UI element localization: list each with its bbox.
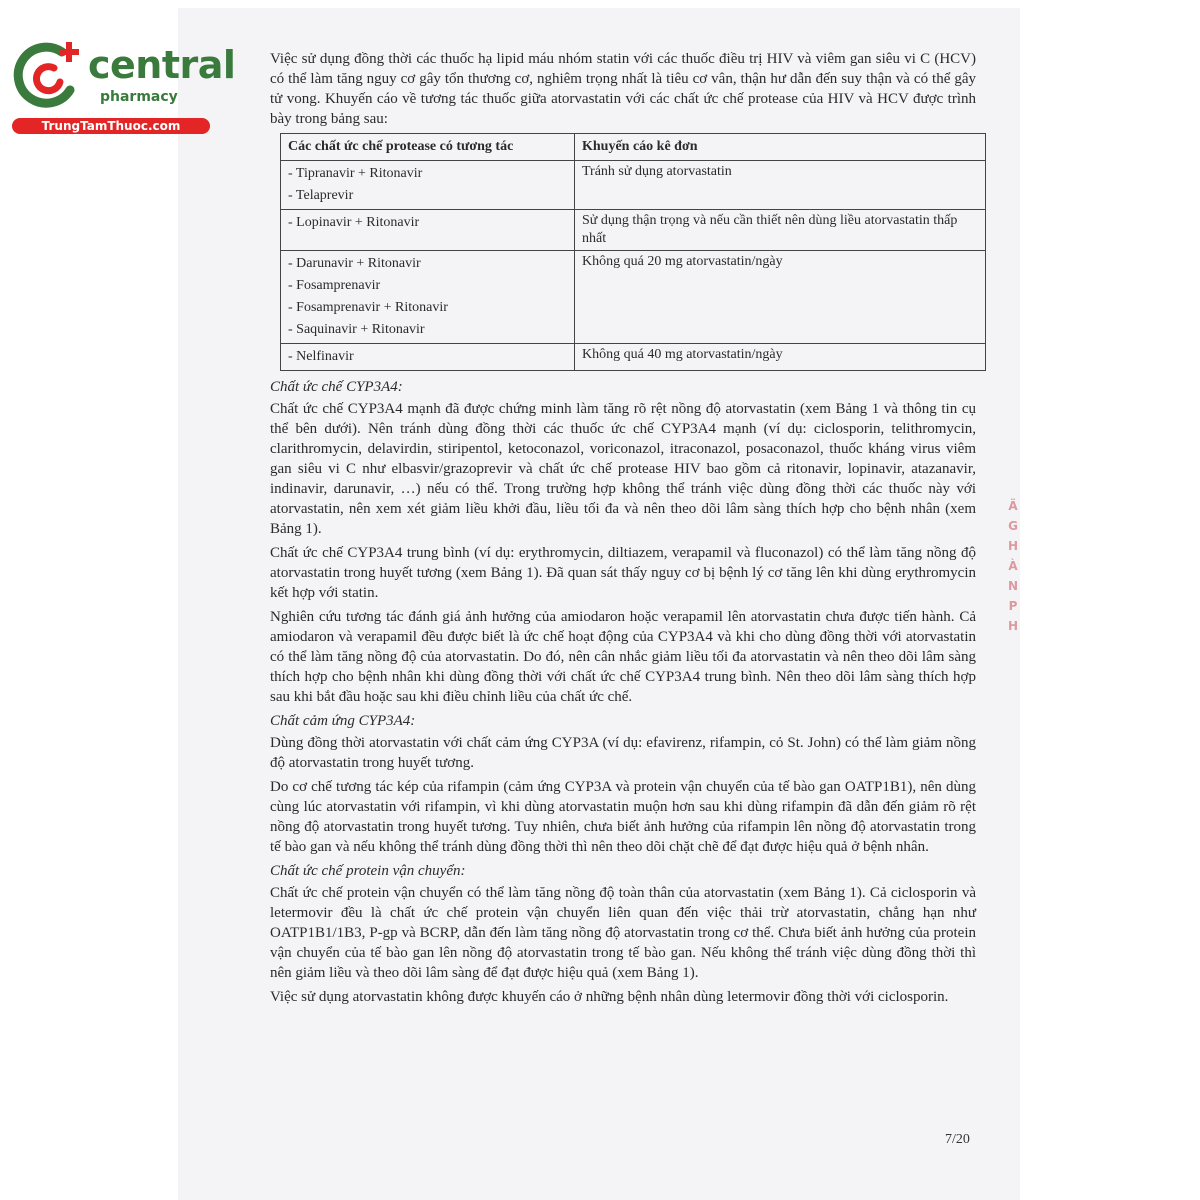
table-row	[281, 251, 986, 344]
drug-item: - Nelfinavir	[288, 349, 354, 364]
drug-item: - Darunavir + Ritonavir	[288, 256, 421, 271]
red-stamp-fragment	[1002, 496, 1024, 640]
stamp-text-line: N P	[1007, 579, 1019, 613]
table-cell-recommendation: Tránh sử dụng atorvastatin	[575, 161, 986, 210]
stamp-text-line: À	[1008, 559, 1018, 573]
section-heading-cyp3a4-inducers: Chất cảm ứng CYP3A4:	[270, 713, 416, 729]
body-paragraph: Chất ức chế CYP3A4 trung bình (ví dụ: erythromycin, diltiazem, verapamil và fluconazol) có thể làm tăng nồng độ atorvastatin trong huyết tương (xem Bảng 1). Đã quan sát thấy nguy cơ bị bệnh lý cơ tăng lên khi dùng erythromycin kết hợp với statin.	[270, 545, 976, 601]
table-row	[281, 344, 986, 371]
table-cell-drugs	[281, 210, 575, 251]
table-row	[281, 210, 986, 251]
protease-interaction-table	[280, 133, 986, 371]
drug-item: - Fosamprenavir + Ritonavir	[288, 300, 448, 315]
table-header-row	[281, 134, 986, 161]
body-paragraph: Dùng đồng thời atorvastatin với chất cảm ứng CYP3A (ví dụ: efavirenz, rifampin, cỏ St. John) có thể làm giảm nồng độ atorvastatin trong huyết tương.	[270, 735, 976, 771]
drug-item: - Lopinavir + Ritonavir	[288, 215, 420, 230]
drug-item: - Fosamprenavir	[288, 278, 381, 293]
drug-item: - Tipranavir + Ritonavir	[288, 166, 423, 181]
body-paragraph: Việc sử dụng atorvastatin không được khuyến cáo ở những bệnh nhân dùng letermovir đồng thời với ciclosporin.	[270, 989, 949, 1005]
body-paragraph: Chất ức chế CYP3A4 mạnh đã được chứng minh làm tăng rõ rệt nồng độ atorvastatin (xem Bảng 1 và thông tin cụ thể bên dưới). Nên tránh dùng đồng thời các thuốc ức chế CYP3A4 mạnh (ví dụ: ciclosporin, telithromycin, clarithromycin, delavirdin, stiripentol, ketoconazol, voriconazol, itraconazol, posaconazol, thuốc kháng virus viêm gan siêu vi C như elbasvir/grazoprevir và chất ức chế protease HIV bao gồm cả ritonavir, lopinavir, atazanavir, indinavir, darunavir, …) nếu có thể. Trong trường hợp không thể tránh việc dùng đồng thời các thuốc này với atorvastatin, nên xem xét giảm liều khởi đầu, liều tối đa và nên theo dõi lâm sàng thích hợp cho bệnh nhân (xem Bảng 1).	[270, 401, 976, 537]
page-number: 7/20	[945, 1132, 970, 1147]
document-body	[270, 49, 976, 1011]
stamp-text-line: H	[1007, 619, 1019, 633]
drug-item: - Saquinavir + Ritonavir	[288, 322, 425, 337]
section-heading-transporter-inhibitors: Chất ức chế protein vận chuyển:	[270, 863, 466, 879]
body-paragraph: Chất ức chế protein vận chuyển có thể làm tăng nồng độ toàn thân của atorvastatin (xem Bảng 1). Cả ciclosporin và letermovir đều là chất ức chế protein vận chuyển liên quan đến việc thải trừ atorvastatin, chẳng hạn như OATP1B1/1B3, P-gp và BCRP, dẫn đến làm tăng nồng độ atorvastatin trong cơ thể. Chưa biết ảnh hưởng của protein vận chuyển của tế bào gan lên nồng độ atorvastatin trong tế bào gan. Nếu không thể tránh việc dùng đồng thời thì nên giảm liều và theo dõi lâm sàng để đạt được hiệu quả (xem Bảng 1).	[270, 885, 976, 981]
section-heading-cyp3a4-inhibitors: Chất ức chế CYP3A4:	[270, 379, 403, 395]
central-pharmacy-logo	[10, 38, 236, 138]
table-cell-recommendation: Không quá 40 mg atorvastatin/ngày	[575, 344, 986, 371]
table-cell-recommendation: Sử dụng thận trọng và nếu cần thiết nên dùng liều atorvastatin thấp nhất	[575, 210, 986, 251]
body-paragraph: Do cơ chế tương tác kép của rifampin (cảm ứng CYP3A và protein vận chuyển của tế bào gan OATP1B1), nên dùng cùng lúc atorvastatin với rifampin, vì khi dùng atorvastatin muộn hơn sau khi dùng rifampin đã dẫn đến giảm rõ rệt nồng độ atorvastatin trong huyết tương. Tuy nhiên, chưa biết ảnh hưởng của rifampin lên nồng độ atorvastatin trong tế bào gan và nếu không thể tránh dùng đồng thời thì nên theo dõi chặt chẽ để đạt được hiệu quả ở bệnh nhân.	[270, 779, 976, 855]
table-cell-drugs	[281, 251, 575, 344]
stamp-text-line: Ä	[1008, 499, 1018, 513]
drug-item: - Telaprevir	[288, 188, 354, 203]
brand-subtitle: pharmacy	[100, 89, 178, 105]
table-cell-drugs	[281, 344, 575, 371]
table-header-drugs: Các chất ức chế protease có tương tác	[281, 134, 575, 161]
table-cell-recommendation: Không quá 20 mg atorvastatin/ngày	[575, 251, 986, 344]
table-header-recommendation: Khuyến cáo kê đơn	[575, 134, 986, 161]
brand-name: central	[88, 43, 236, 87]
table-row	[281, 161, 986, 210]
table-cell-drugs	[281, 161, 575, 210]
stamp-text-line: G	[1008, 519, 1018, 533]
body-paragraph: Nghiên cứu tương tác đánh giá ảnh hưởng của amiodaron hoặc verapamil lên atorvastatin chưa được tiến hành. Cả amiodaron và verapamil đều được biết là ức chế hoạt động của CYP3A4 và khi cho dùng đồng thời với atorvastatin có thể làm tăng nồng độ của atorvastatin. Do đó, nên cân nhắc giảm liều tối đa atorvastatin và nên theo dõi lâm sàng thích hợp cho bệnh nhân khi dùng đồng thời với chất ức chế CYP3A4 trung bình. Nên theo dõi lâm sàng thích hợp sau khi bắt đầu hoặc sau khi điều chỉnh liều của chất ức chế.	[270, 609, 976, 705]
intro-paragraph: Việc sử dụng đồng thời các thuốc hạ lipid máu nhóm statin với các thuốc điều trị HIV và viêm gan siêu vi C (HCV) có thể làm tăng nguy cơ gây tổn thương cơ, nghiêm trọng nhất là tiêu cơ vân, thận hư dẫn đến suy thận và có thể gây tử vong. Khuyến cáo về tương tác thuốc giữa atorvastatin với các chất ức chế protease của HIV và HCV được trình bày trong bảng sau:	[270, 51, 976, 127]
stamp-text-line: H	[1007, 539, 1019, 553]
website-banner: TrungTamThuoc.com	[12, 118, 210, 134]
pharmacy-cross-icon	[10, 38, 88, 116]
